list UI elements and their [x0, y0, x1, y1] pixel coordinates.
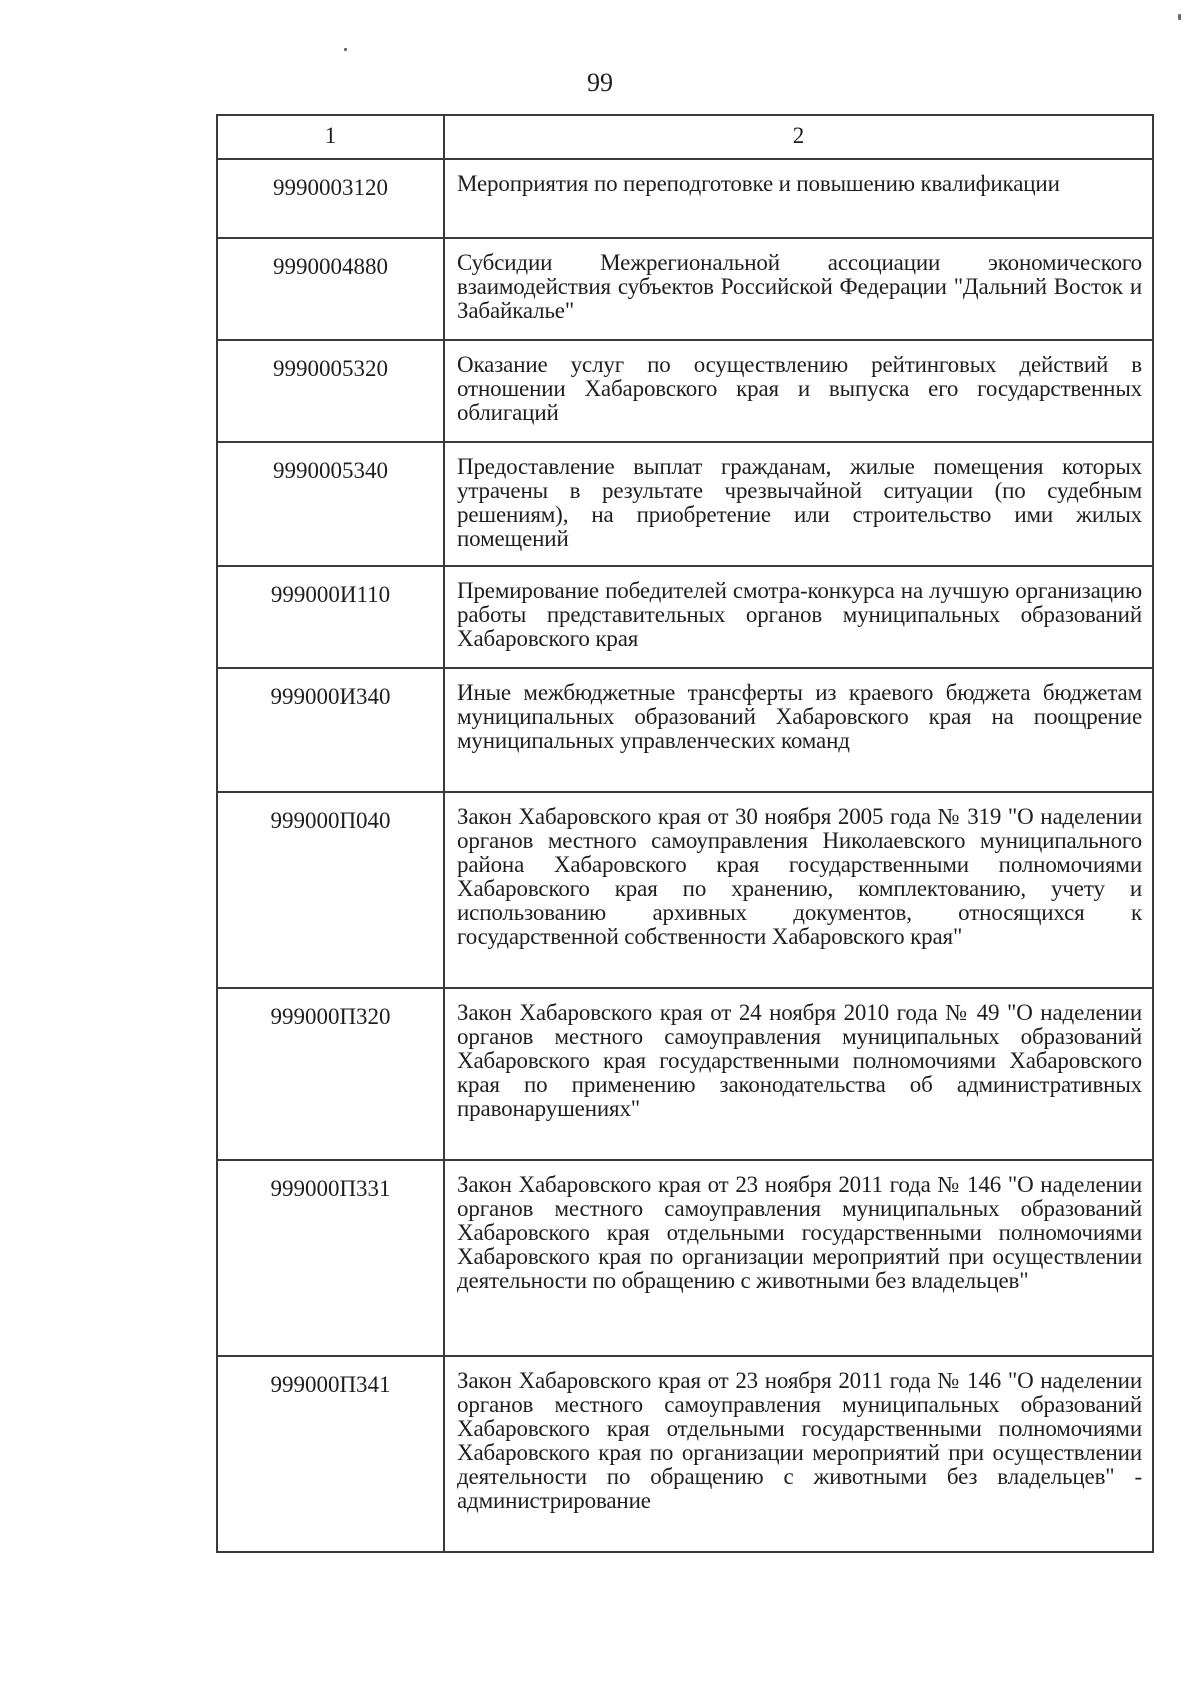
row-code: 9990003120 — [217, 159, 444, 238]
row-code: 999000П320 — [217, 988, 444, 1160]
page-number: 99 — [587, 68, 613, 97]
table-row — [217, 792, 1153, 988]
scan-speck — [344, 48, 347, 51]
table-row — [217, 442, 1153, 566]
table-row — [217, 340, 1153, 442]
budget-classification-table — [216, 114, 1154, 1553]
row-description: Иные межбюджетные трансферты из краевого бюджета бюджетам муниципальных образований Хабаровского края на поощрение муниципальных управленческих команд — [444, 668, 1153, 792]
row-code: 9990004880 — [217, 238, 444, 340]
row-description: Субсидии Межрегиональной ассоциации экономического взаимодействия субъектов Российской Федерации "Дальний Восток и Забайкалье" — [444, 238, 1153, 340]
row-code: 999000И110 — [217, 566, 444, 668]
row-description: Оказание услуг по осуществлению рейтинговых действий в отношении Хабаровского края и выпуска его государственных облигаций — [444, 340, 1153, 442]
row-description: Закон Хабаровского края от 30 ноября 2005 года № 319 "О наделении органов местного самоуправления Николаевского муниципального района Хабаровского края государственными полномочиями Хабаровского края по хранению, комплектованию, учету и использованию архивных документов, относящихся к государственной собственности Хабаровского края" — [444, 792, 1153, 988]
row-description: Закон Хабаровского края от 23 ноября 2011 года № 146 "О наделении органов местного самоуправления муниципальных образований Хабаровского края отдельными государственными полномочиями Хабаровского края по организации мероприятий при осуществлении деятельности по обращению с животными без владельцев" — [444, 1160, 1153, 1356]
row-code: 999000П040 — [217, 792, 444, 988]
row-code: 999000П331 — [217, 1160, 444, 1356]
row-code: 9990005320 — [217, 340, 444, 442]
table-row — [217, 988, 1153, 1160]
scan-speck — [1178, 14, 1181, 20]
table-header-row — [217, 115, 1153, 159]
table-row — [217, 1356, 1153, 1552]
table-row — [217, 238, 1153, 340]
row-code: 999000И340 — [217, 668, 444, 792]
row-code: 999000П341 — [217, 1356, 444, 1552]
table-row — [217, 668, 1153, 792]
row-description: Закон Хабаровского края от 24 ноября 2010 года № 49 "О наделении органов местного самоуправления муниципальных образований Хабаровского края государственными полномочиями Хабаровского края по применению законодательства об административных правонарушениях" — [444, 988, 1153, 1160]
row-description: Предоставление выплат гражданам, жилые помещения которых утрачены в результате чрезвычайной ситуации (по судебным решениям), на приобретение или строительство ими жилых помещений — [444, 442, 1153, 566]
table-row — [217, 159, 1153, 238]
row-description: Мероприятия по переподготовке и повышению квалификации — [444, 159, 1153, 238]
column-header-description: 2 — [444, 115, 1153, 159]
row-code: 9990005340 — [217, 442, 444, 566]
column-header-code: 1 — [217, 115, 444, 159]
row-description: Премирование победителей смотра-конкурса на лучшую организацию работы представительных органов муниципальных образований Хабаровского края — [444, 566, 1153, 668]
table-row — [217, 1160, 1153, 1356]
table-row — [217, 566, 1153, 668]
row-description: Закон Хабаровского края от 23 ноября 2011 года № 146 "О наделении органов местного самоуправления муниципальных образований Хабаровского края отдельными государственными полномочиями Хабаровского края по организации мероприятий при осуществлении деятельности по обращению с животными без владельцев" - администрирование — [444, 1356, 1153, 1552]
